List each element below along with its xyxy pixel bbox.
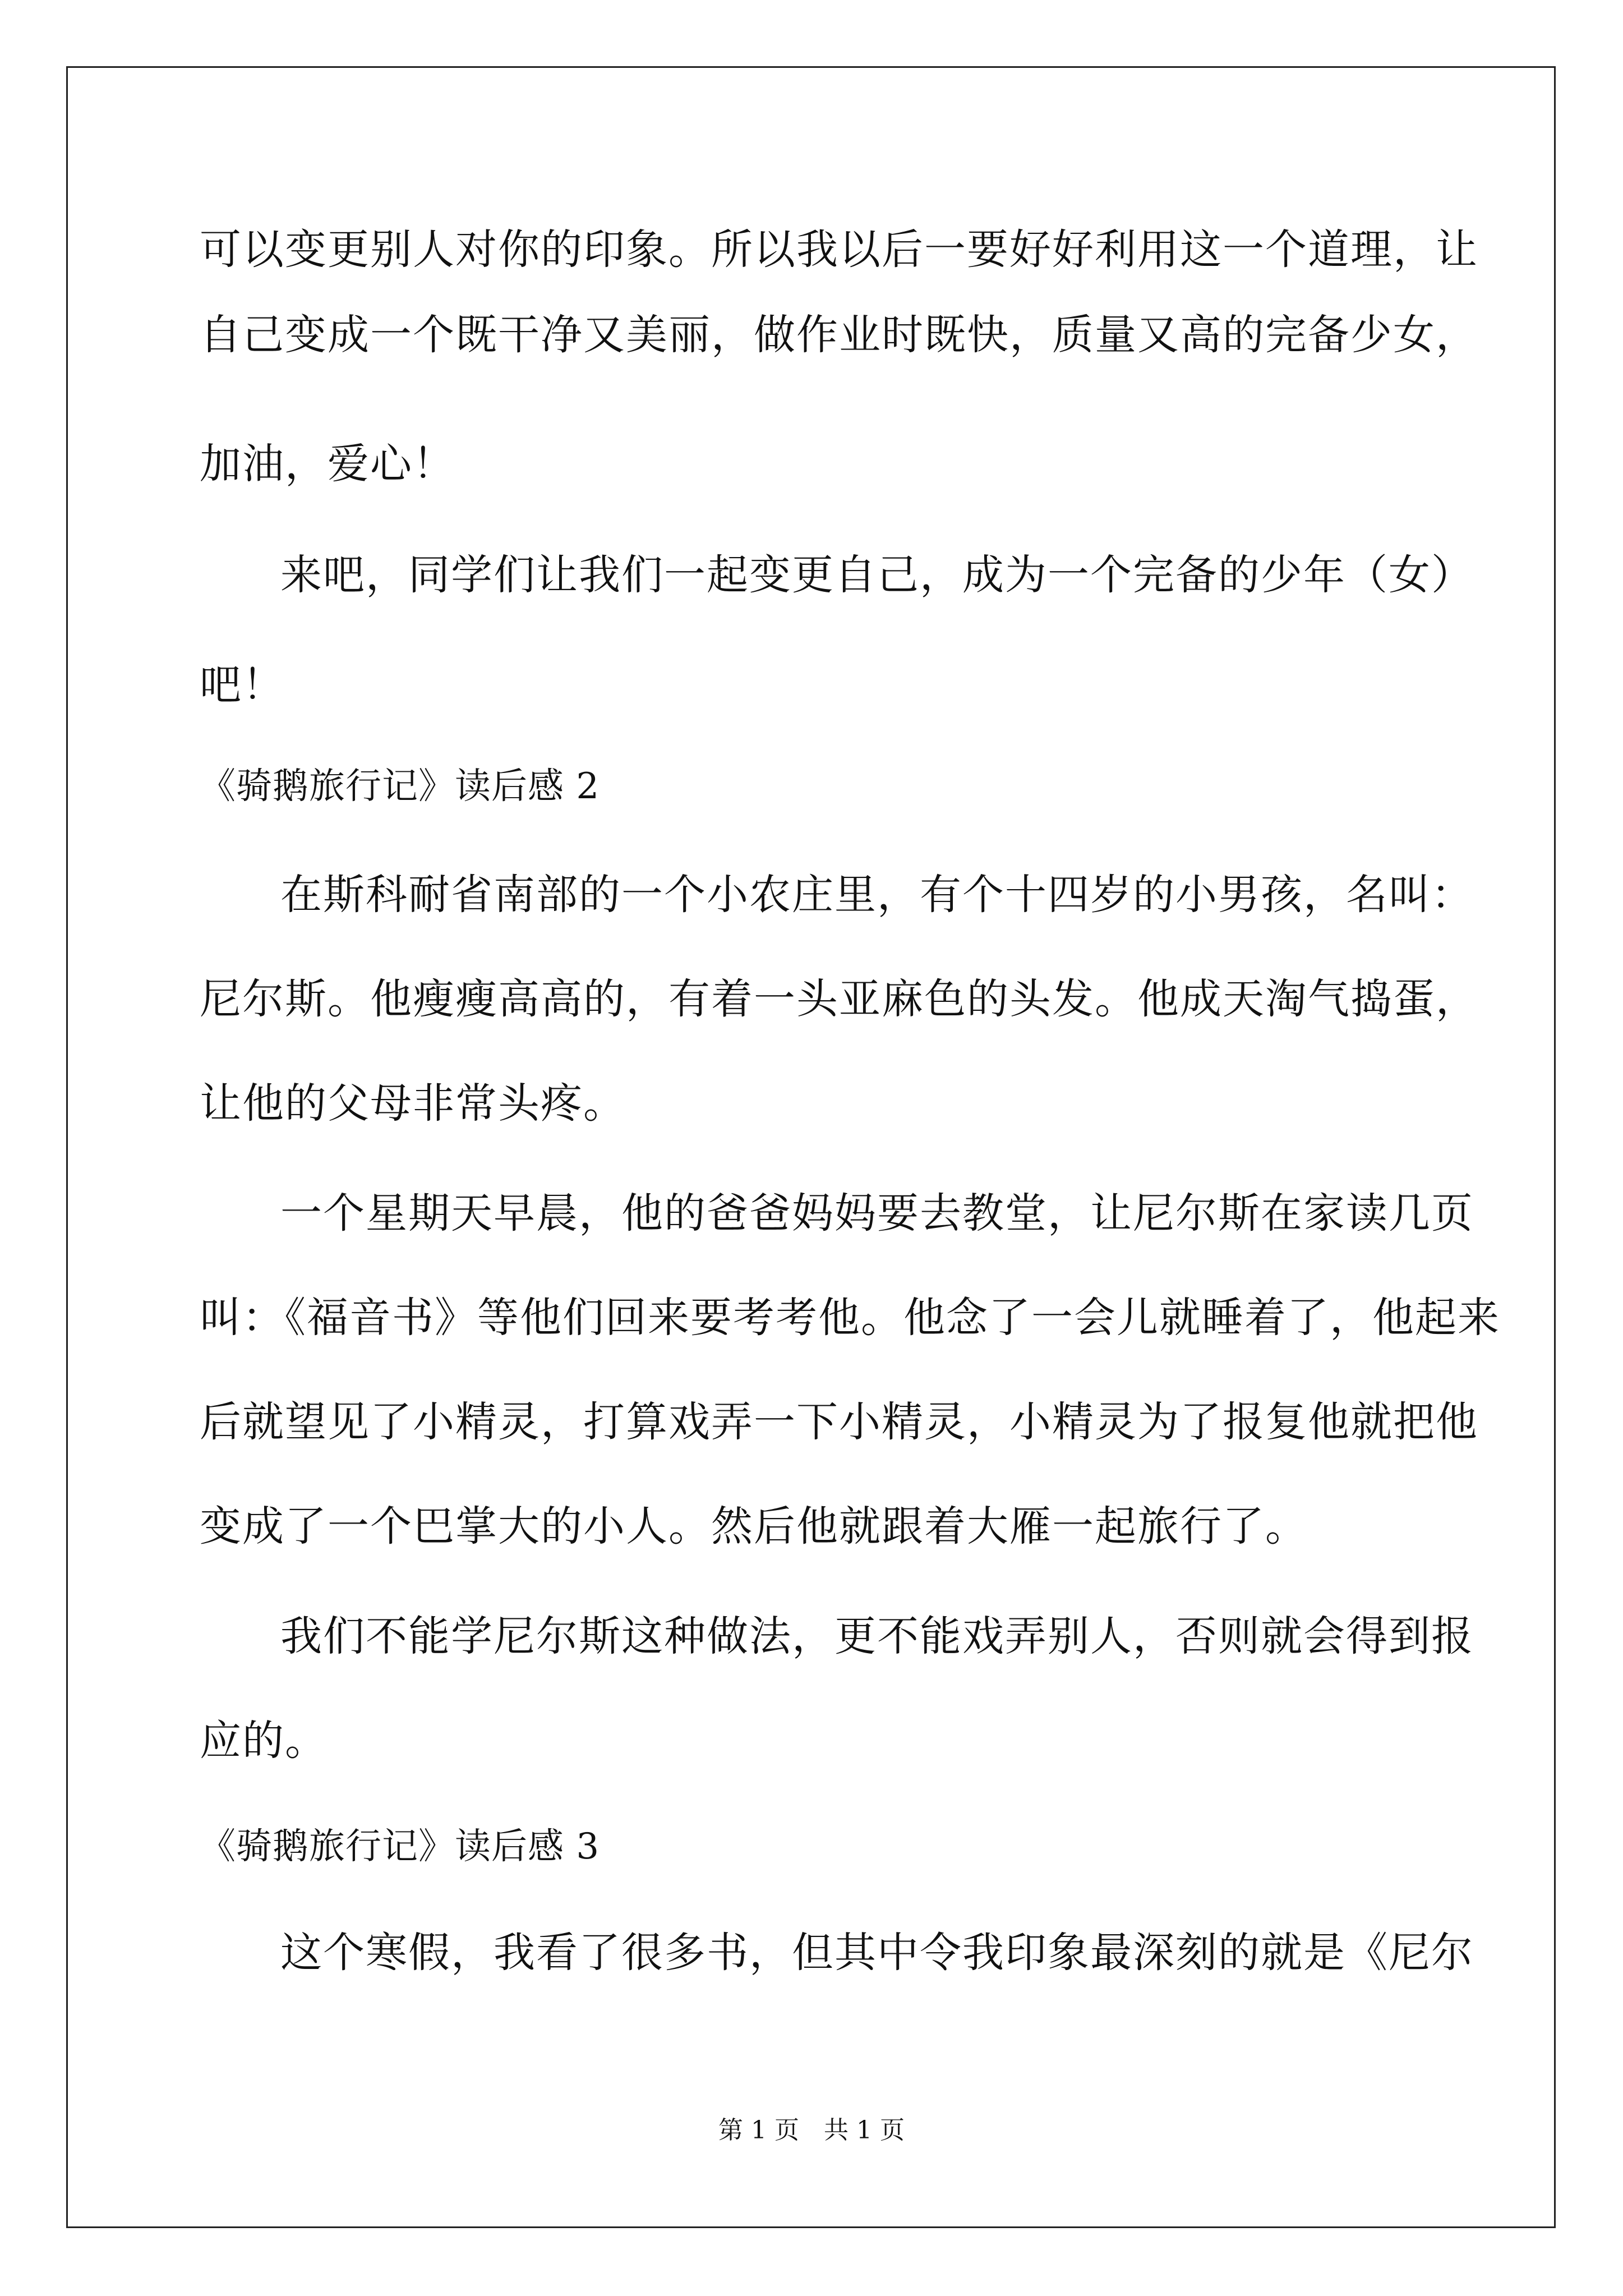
page-border	[66, 66, 1556, 2228]
body-line-9: 让他的父母非常头疼。	[200, 1079, 626, 1128]
body-line-8: 尼尔斯。他瘦瘦高高的，有着一头亚麻色的头发。他成天淘气捣蛋，	[200, 975, 1478, 1023]
page-number: 第 1 页 共 1 页	[718, 2116, 905, 2145]
body-line-12: 后就望见了小精灵，打算戏弄一下小精灵，小精灵为了报复他就把他	[200, 1398, 1478, 1446]
body-line-13: 变成了一个巴掌大的小人。然后他就跟着大雁一起旅行了。	[200, 1502, 1308, 1550]
section-heading-3: 《骑鹅旅行记》读后感 3	[200, 1826, 600, 1867]
body-line-17: 这个寒假，我看了很多书，但其中令我印象最深刻的就是《尼尔	[280, 1929, 1474, 1977]
body-line-2: 自己变成一个既干净又美丽，做作业时既快，质量又高的完备少女，	[200, 311, 1478, 359]
body-line-14: 我们不能学尼尔斯这种做法，更不能戏弄别人，否则就会得到报	[280, 1612, 1474, 1660]
body-line-3: 加油，爱心！	[200, 440, 455, 488]
body-line-5: 吧！	[200, 661, 285, 709]
body-line-4: 来吧，同学们让我们一起变更自己，成为一个完备的少年（女）	[280, 551, 1474, 599]
body-line-15: 应的。	[200, 1717, 328, 1765]
body-line-1: 可以变更别人对你的印象。所以我以后一要好好利用这一个道理，让	[200, 226, 1478, 274]
body-line-7: 在斯科耐省南部的一个小农庄里，有个十四岁的小男孩，名叫：	[280, 871, 1474, 919]
body-line-11: 叫：《福音书》等他们回来要考考他。他念了一会儿就睡着了，他起来	[200, 1294, 1500, 1342]
section-heading-2: 《骑鹅旅行记》读后感 2	[200, 766, 600, 807]
body-line-10: 一个星期天早晨，他的爸爸妈妈要去教堂，让尼尔斯在家读几页	[280, 1189, 1474, 1237]
